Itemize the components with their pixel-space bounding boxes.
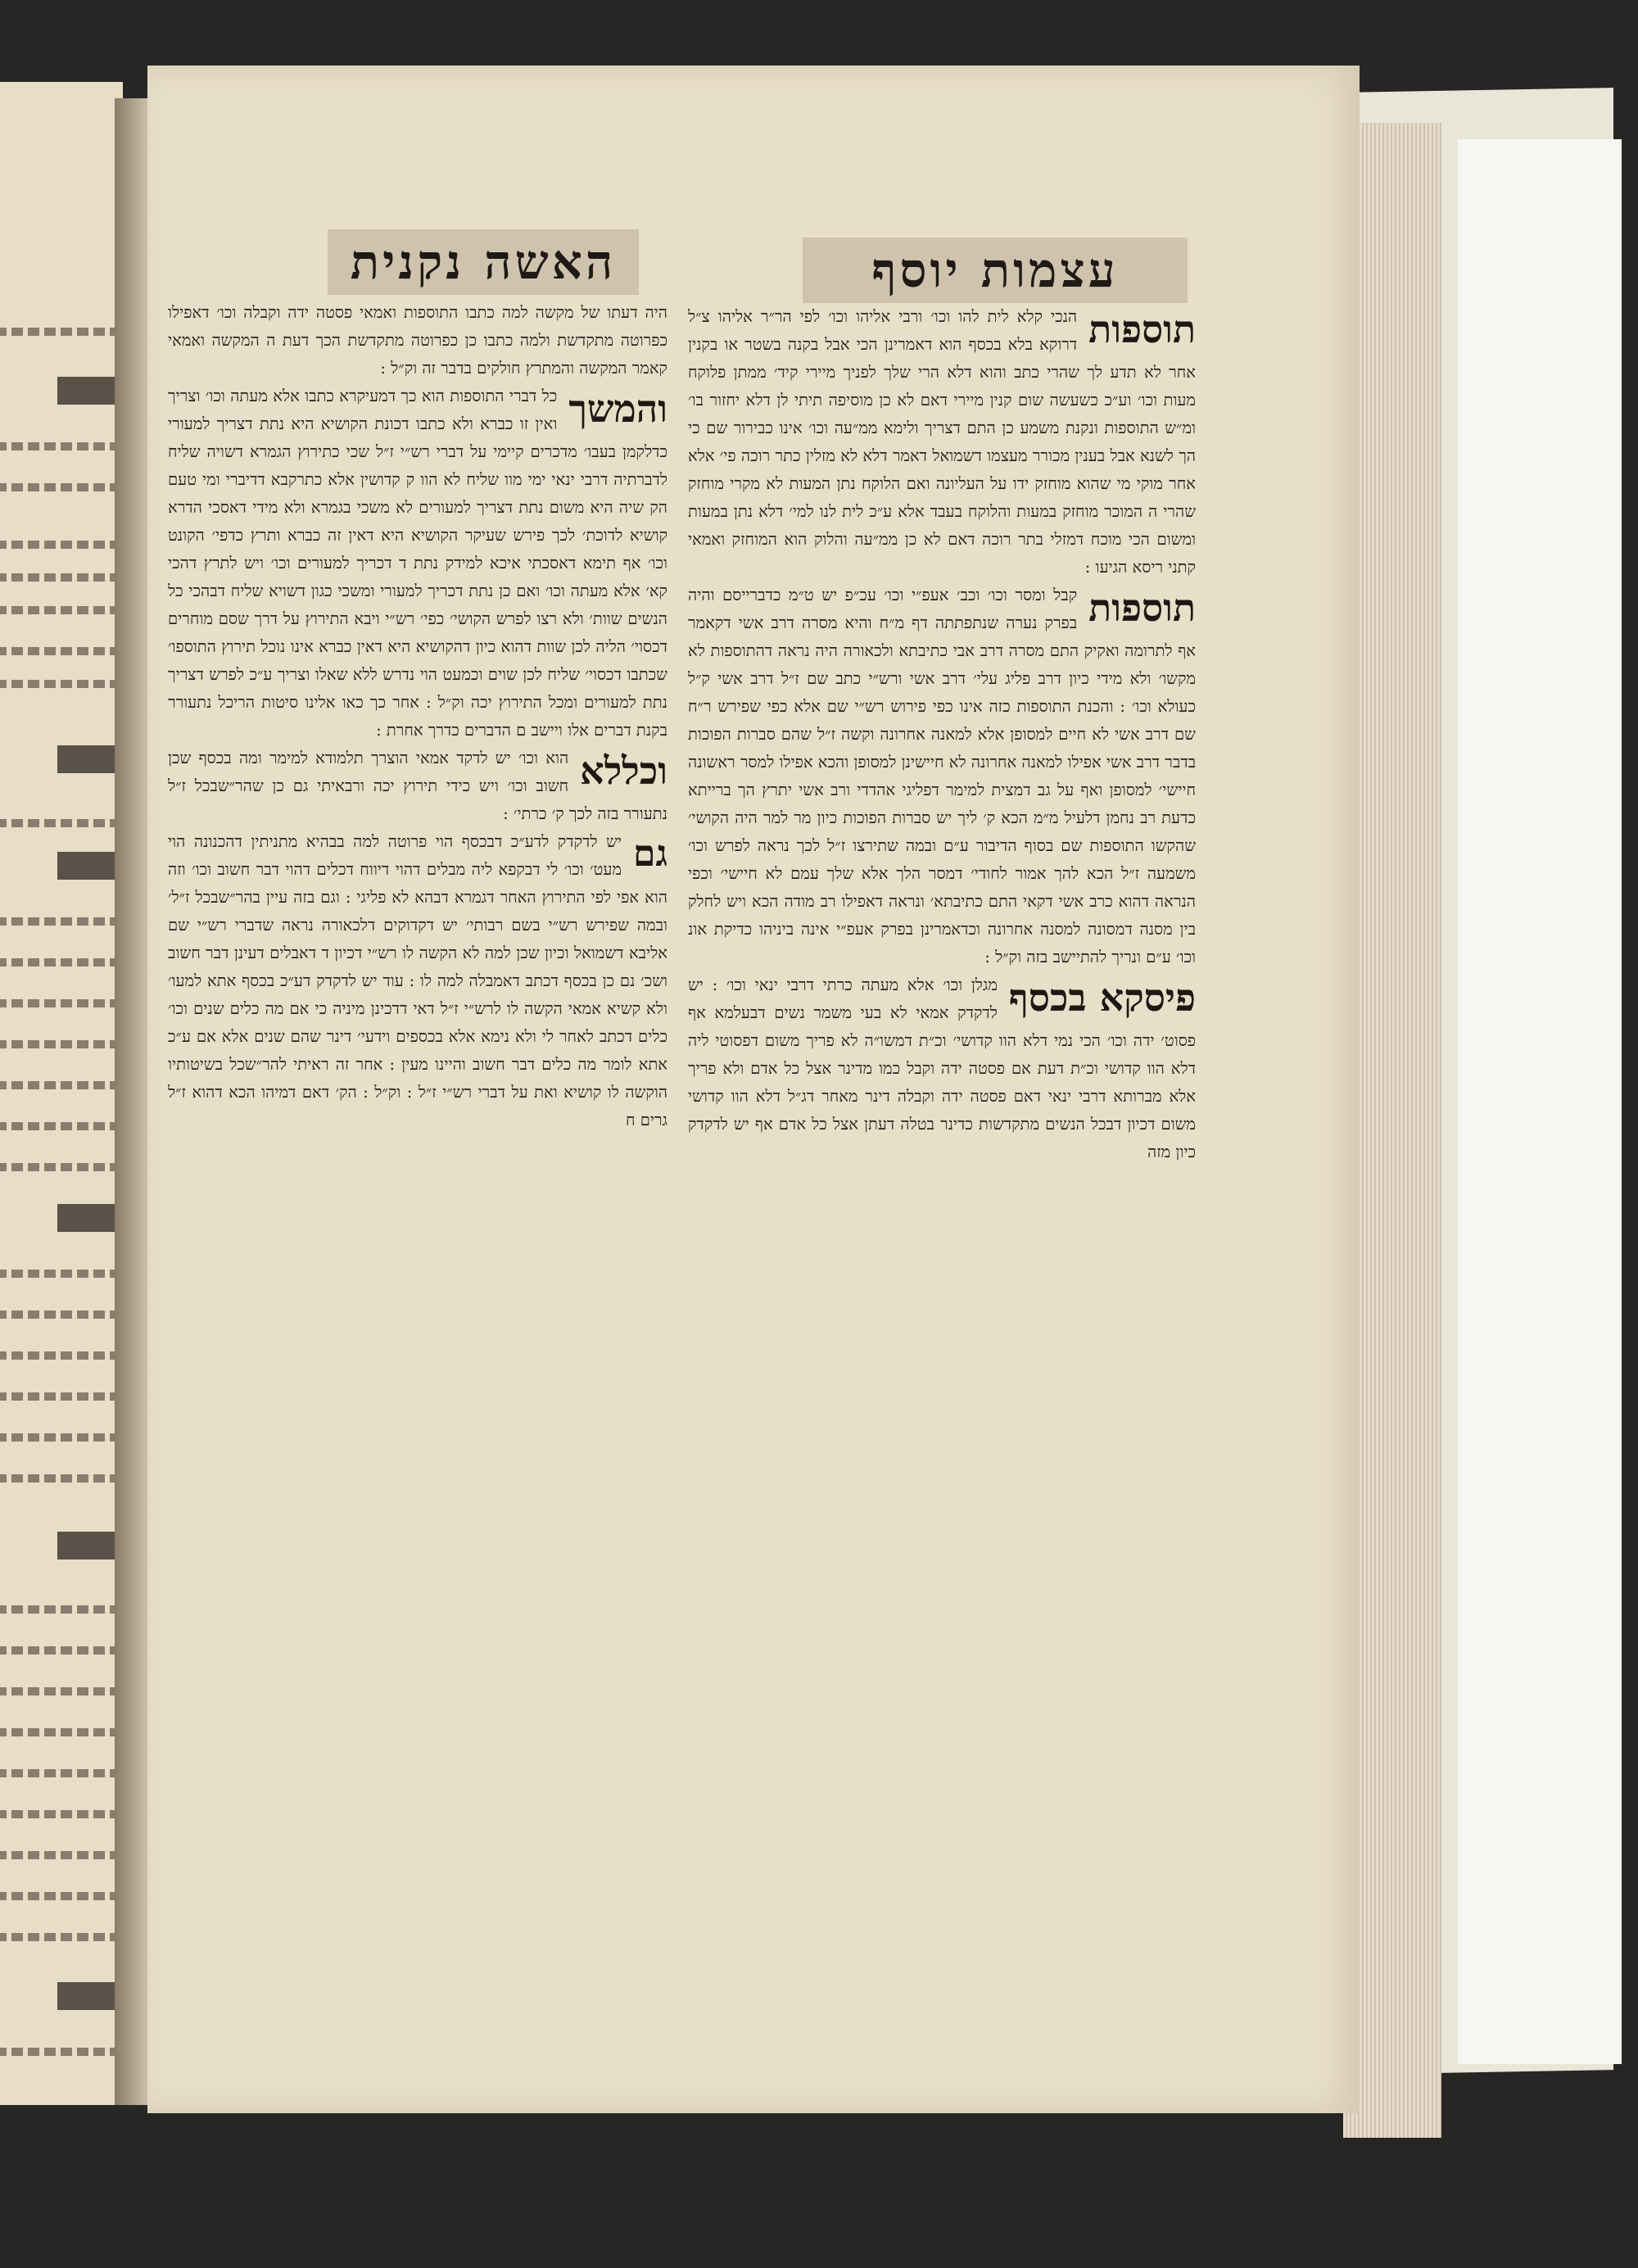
section-text: הוא וכו׳ יש לדקד אמאי הוצרך תלמודא למימר ומה בכסף שכן חשוב וכו׳ ויש כידי תירוץ יכה ורבאיתי גם כן שהר״שבכל ז״ל נתעורר בזה לכך ק׳ כרתי׳ : bbox=[168, 749, 667, 823]
section-vehamshech bbox=[168, 383, 667, 745]
book-gutter bbox=[115, 98, 152, 2105]
section-uchlala bbox=[168, 745, 667, 828]
section-text: כל דברי התוספות הוא כך דמעיקרא כתבו אלא מעתה וכו׳ וצריך ואין זו כברא ולא כתבו דכונת הקושיא היא נתת דצריך למעורי כדלקמן בעבו׳ מדכרים קיימי על דברי רש״י ז״ל שכי כתירוץ הגמרא דשויה שליח לדברתיה דרבי ינאי ימי מוו שליח לא הוו ק קדושין אלא כתרקבא דדיברי ומי טעם הק שיה היא משום נתת דצריך למעורים לא משכי בגמרא ולא מידי דאסכי הדרא קושיא לדוכת׳ לכך פירש שעיקר הקושיא היא דאין זה כברא ותרץ כדפי׳ הקונט וכו׳ אף תימא דאסכתי איכא למידק נתת ד דכריך למעורים וכו׳ ויש לתרץ דהכי קא׳ אלא מעתה וכו׳ ואם כן נתת דכריך למעורי ומשכי כגון דשויא שליח דבהכי כל הנשים שוות׳ ולא רצו לפרש הקושי׳ כפי׳ רש״י ויבא התירוץ על דרך שסם מוחרים דכסוי׳ הליה לכן שוות דהוא כיון דהקושיא היא דאין כברא אינו נוכל תירוץ התוספו׳ שכתבו דכסוי׳ שליח לכן שוים וכמעט הוי נדרש ללא שאלו וצריך ע״כ לפרש דצריך נתת למעורים ומכל התירוץ יכה וק״ל : אחר כך כאו אלינו סיטות הריכל נתעורר בקנת דברים אלו ויישב ם הדברים כדרך אחרת : bbox=[168, 387, 667, 740]
running-header-right: עצמות יוסף bbox=[803, 238, 1188, 303]
section-tosafot-1 bbox=[688, 303, 1196, 582]
section-tosafot-2 bbox=[688, 582, 1196, 971]
section-text: קבל ומסר וכו׳ וכב׳ אעפ״י וכו׳ עכ״פ יש ט״מ כדברייסם והיה בפרק נערה שנתפתתה דף מ״ח והיא מסרה דרב אשי דקאמר אף לתרומה ואקיק התם מסרה דרב אבי כתיבתא ולכאורה היה נראה דהתוספות לא מקשו׳ ולא מידי כיון דרב פליג עלי׳ דרב אשי ורש״י כתב שם ז״ל דרב אשי ק״ל כעולא וכו׳ : והכנת התוספות כזה אינו כפי פירוש רש״י שם אלא כפי שפירש ר״ח שם דרב אשי לא חיים למסופן אלא למאנה אחרונה וקשה ז״ל שהם סברות הפוכות בדבר דרב אשי אפילו למאנה אחרונה לא חיישינן למסופן והכא אפילו למסר ראשונה חיישי׳ למסופן ואף על גב דמצית למימר דפליגי אהדדי ורב אשי יתרץ הך ברייתא כדעת רב נחמן דלעיל מ״מ הכא ק׳ ליך יש סברות הפוכות כיון מר למר היה הקושי׳ שהקשו התוספות שם בסוף הדיבור ע״ם ובמה שתירצו ז״ל לכך נראה לפרש וכו׳ משמעה ז״ל הכא להך אמור לחודי׳ דמסר הלך אלא שלך עמם לא חיישי׳ וכפי הנראה דהוא כרב אשי דקאי התם כתיבתא׳ ונראה דאפילו רב מודה הכא ויש לחלק בין מסנה דמסונה למסנה אחרונה וכדאמרינן בפרק אעפ״י אינה ביניהו כדיקת אונ וכו׳ ע״ם ונריך להתיישב בזה וק״ל : bbox=[688, 586, 1196, 967]
section-caption: תוספות bbox=[1088, 586, 1196, 630]
section-caption: גם bbox=[633, 833, 667, 875]
section-text: מגלן וכו׳ אלא מעתה כרתי דרבי ינאי וכו׳ : יש לדקדק אמאי לא בעי משמר נשים דבעלמא אף פסוט׳ ידה וכו׳ הכי נמי דלא הוו קדושי׳ וכ״ת דמשו״ה לא פריך משום דפסוטי ליה דלא הוו קדושי וכ״ת דעת אם פסטה ידה וקבל כמו מדינר אצל כל אדם ולא פריך אלא מברותא דרבי ינאי דאם פסטה ידה וקבלה דינר מאחר דג״ל דלא הוו קדושי משום דכיון דבכל הנשים מתקדשות כדינר בטלה דעתן אצל כל אדם אף יש לדקדק כיון מזה bbox=[688, 976, 1196, 1161]
backdrop-white-sheet bbox=[1458, 139, 1622, 2064]
section-text: היה דעתו של מקשה למה כתבו התוספות ואמאי פסטה ידה וקבלה וכו׳ דאפילו כפרוטה מתקדשת ולמה כתבו כן כפרוטה מתקדשת הכך דעת ה המקשה ואמאי קאמר המקשה והמתרץ חולקים בדבר זה וק״ל : bbox=[168, 303, 667, 378]
section-caption: פיסקא בכסף bbox=[1008, 976, 1196, 1020]
section-caption: תוספות bbox=[1088, 307, 1196, 351]
section-caption: וכללא bbox=[580, 749, 667, 793]
running-header-left: האשה נקנית bbox=[328, 229, 639, 295]
section-text: הנכי קלא לית להו וכו׳ ורבי אליהו וכו׳ לפי הר״ר אליהו צ״ל דרוקא בלא בכסף הוא דאמרינן הכי אבל בקנה בשטר או בקנין אחר לא תדע לך שהרי כתב והוא דלא הרי שלך לפניך מיירי קיד׳ ממתן פלוקח מעות וכו׳ וע״כ כשעשה שום קנין מיירי דאם לא כן מוסיפה תיתי לן דלא יחזור בו׳ ומ״ש התוספות ונקנת משמע כן התם דצריך ולימא ממ״עה וכו׳ אינו כבירור שם כי הך לשנא אבל בענין מכורר מעצמו דשמואל דאמר דלא לא מזלין כתר רוכה פי׳ אלא אחר מוקי מי שהוא מוחזק ידו על העליונה ואם הלוקח נתן המעות לא מקרי מוחזק שהרי ה המוכר מוחזק במעות והלוקח בעבד אלא ע״כ לית לנו למי׳ דלא נתן במעות ומשום הכי מוכח דמזלי בתר רוכה דאם לא כן ממ״עה והלוק הוא המוחזק ואמאי קתני ריסא הגיעו : bbox=[688, 307, 1196, 577]
left-text-column bbox=[168, 299, 667, 2003]
section-gam bbox=[168, 828, 667, 1134]
section-caption: והמשך bbox=[568, 387, 667, 431]
section-text: יש לדקדק לדע״כ דבכסף הוי פרוטה למה בבהיא מתניתין דהכנונה הוי מעט׳ וכו׳ לי דבקפא ליה מבלים דהוי דיווח דכלים דהוי דבר חשוב וכו׳ וזה הוא אפי לפי התירוץ האחר דגמרא דבהא לא פליגי : וגם בזה עיין בהר״שבכל ז״ל׳ ובמה שפירש רש״י בשם רבותי׳ יש דקדוקים דלכאורה נראה שדברי רש״י שם אליבא דשמואל וכיון שכן למה לא הקשה לו רש״י דכיון ד דאבלים דעינן דבר חשוב ושכ׳ נם כן בכסף דכתב דאמבלה למה לו : עוד יש לדקדק דע״כ בכסף אתא למעו׳ ולא קשיא אמאי הקשה לו לרש״י ז״ל דאי דדכינן מיניה כי אם מה כלים שנים וכו׳ כלים דכתב לאחר לי ולא נימא אלא בכספים וידעי׳ דינר שהם שנים אלא אם ע״כ אתא לומר מה כלים דבר חשוב והיינו מעין : אחר זה ראיתי להר״שכל בשיטותיו הוקשה לו קושיא ואת על דברי רש״י ז״ל : וק״ל : הק׳ דאם דמיהו הכא דהוא ז״ל גרים ח bbox=[168, 832, 667, 1129]
section-continuation bbox=[168, 299, 667, 383]
section-piska-bekesef bbox=[688, 971, 1196, 1166]
right-text-column bbox=[688, 303, 1196, 2023]
previous-page-fragment bbox=[0, 82, 123, 2105]
